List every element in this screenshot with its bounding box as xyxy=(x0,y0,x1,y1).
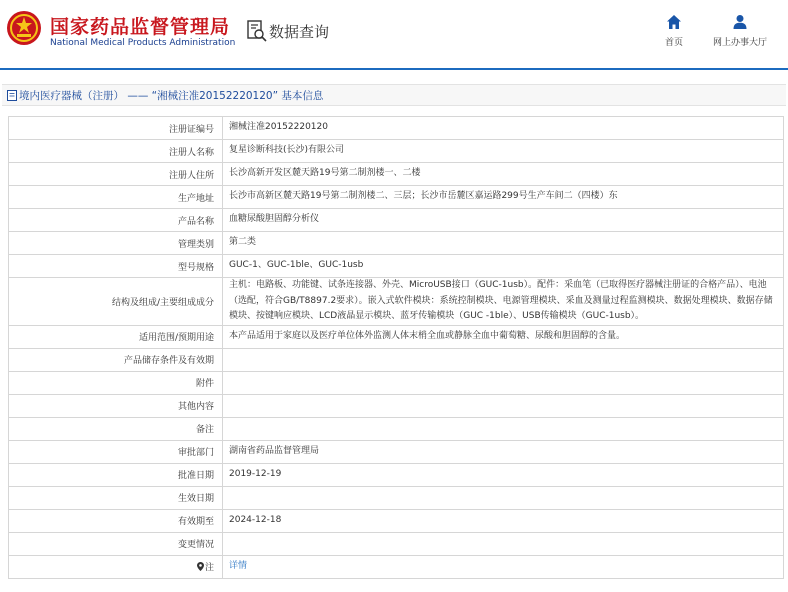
field-value xyxy=(223,417,784,440)
field-value xyxy=(223,486,784,509)
header-divider xyxy=(0,68,788,70)
field-value: GUC-1、GUC-1ble、GUC-1usb xyxy=(223,255,784,278)
field-value xyxy=(223,394,784,417)
table-row xyxy=(9,209,784,232)
field-value: 湖南省药品监督管理局 xyxy=(223,440,784,463)
field-label: 管理类别 xyxy=(9,232,223,255)
location-pin-icon xyxy=(197,562,204,571)
table-row xyxy=(9,509,784,532)
field-value: 长沙市高新区麓天路19号第二制剂楼二、三层；长沙市岳麓区嘉运路299号生产车间二（四楼）东 xyxy=(223,186,784,209)
nav-online-hall[interactable] xyxy=(705,14,775,48)
table-row xyxy=(9,348,784,371)
document-search-icon xyxy=(247,20,267,42)
breadcrumb xyxy=(2,84,786,106)
field-label: 注册人住所 xyxy=(9,163,223,186)
field-value: 第二类 xyxy=(223,232,784,255)
table-row xyxy=(9,117,784,140)
field-label: 型号规格 xyxy=(9,255,223,278)
national-emblem-icon xyxy=(6,10,42,46)
table-row xyxy=(9,532,784,555)
data-query-label: 数据查询 xyxy=(269,22,330,41)
field-value xyxy=(223,348,784,371)
table-row xyxy=(9,255,784,278)
site-title-en[interactable]: National Medical Products Administration xyxy=(50,38,236,48)
site-header xyxy=(0,0,788,66)
field-label: 产品名称 xyxy=(9,209,223,232)
table-row xyxy=(9,232,784,255)
table-row xyxy=(9,486,784,509)
field-label: 批准日期 xyxy=(9,463,223,486)
field-value: 2019-12-19 xyxy=(223,463,784,486)
field-value: 血糖尿酸胆固醇分析仪 xyxy=(223,209,784,232)
table-row xyxy=(9,394,784,417)
field-label: 注 xyxy=(204,563,214,573)
site-title-cn[interactable]: 国家药品监督管理局 xyxy=(50,16,231,38)
user-icon xyxy=(732,14,748,30)
table-row xyxy=(9,417,784,440)
page-title: 境内医疗器械（注册） —— “湘械注准20152220120” 基本信息 xyxy=(19,89,324,102)
field-label: 生产地址 xyxy=(9,186,223,209)
table-row xyxy=(9,555,784,578)
field-label: 其他内容 xyxy=(9,394,223,417)
detail-table xyxy=(8,116,784,579)
field-value: 长沙高新开发区麓天路19号第二制剂楼一、二楼 xyxy=(223,163,784,186)
nav-online-hall-label: 网上办事大厅 xyxy=(712,38,767,48)
table-row xyxy=(9,325,784,348)
field-label: 适用范围/预期用途 xyxy=(9,325,223,348)
table-row xyxy=(9,163,784,186)
field-value: 主机：电路板、功能键、试条连接器、外壳、MicroUSB接口（GUC-1usb）。配件：采血笔（已取得医疗器械注册证的合格产品）、电池（选配，符合GB/T8897.2要求）。嵌入式软件模块：系统控制模块、电源管理模块、采血及测量过程监测模块、数据处理模块、数据存储模块、按键响应模块、LCD液晶显示模块、蓝牙传输模块（GUC -1ble）、USB传输模块（GUC-1usb）。 xyxy=(223,278,784,326)
field-label: 附件 xyxy=(9,371,223,394)
field-label: 结构及组成/主要组成成分 xyxy=(9,278,223,326)
home-icon xyxy=(666,14,682,30)
table-row xyxy=(9,371,784,394)
field-value: 湘械注准20152220120 xyxy=(223,117,784,140)
field-value: 复星诊断科技(长沙)有限公司 xyxy=(223,140,784,163)
table-row xyxy=(9,440,784,463)
field-label: 备注 xyxy=(9,417,223,440)
field-value: 2024-12-18 xyxy=(223,509,784,532)
table-row xyxy=(9,140,784,163)
field-label: 产品储存条件及有效期 xyxy=(9,348,223,371)
nav-home[interactable] xyxy=(639,14,709,48)
table-row xyxy=(9,463,784,486)
note-value-cell xyxy=(223,555,784,578)
field-value xyxy=(223,532,784,555)
field-label: 注册证编号 xyxy=(9,117,223,140)
field-label: 审批部门 xyxy=(9,440,223,463)
field-value: 本产品适用于家庭以及医疗单位体外监测人体末梢全血或静脉全血中葡萄糖、尿酸和胆固醇的含量。 xyxy=(223,325,784,348)
table-row xyxy=(9,186,784,209)
nav-home-label: 首页 xyxy=(664,38,683,48)
field-label: 生效日期 xyxy=(9,486,223,509)
field-value xyxy=(223,371,784,394)
document-icon xyxy=(7,90,17,101)
field-label: 注册人名称 xyxy=(9,140,223,163)
data-query-heading xyxy=(247,20,329,42)
field-label: 有效期至 xyxy=(9,509,223,532)
field-label: 变更情况 xyxy=(9,532,223,555)
details-link[interactable]: 详情 xyxy=(229,560,248,571)
table-row xyxy=(9,278,784,326)
note-label-cell xyxy=(9,555,223,578)
